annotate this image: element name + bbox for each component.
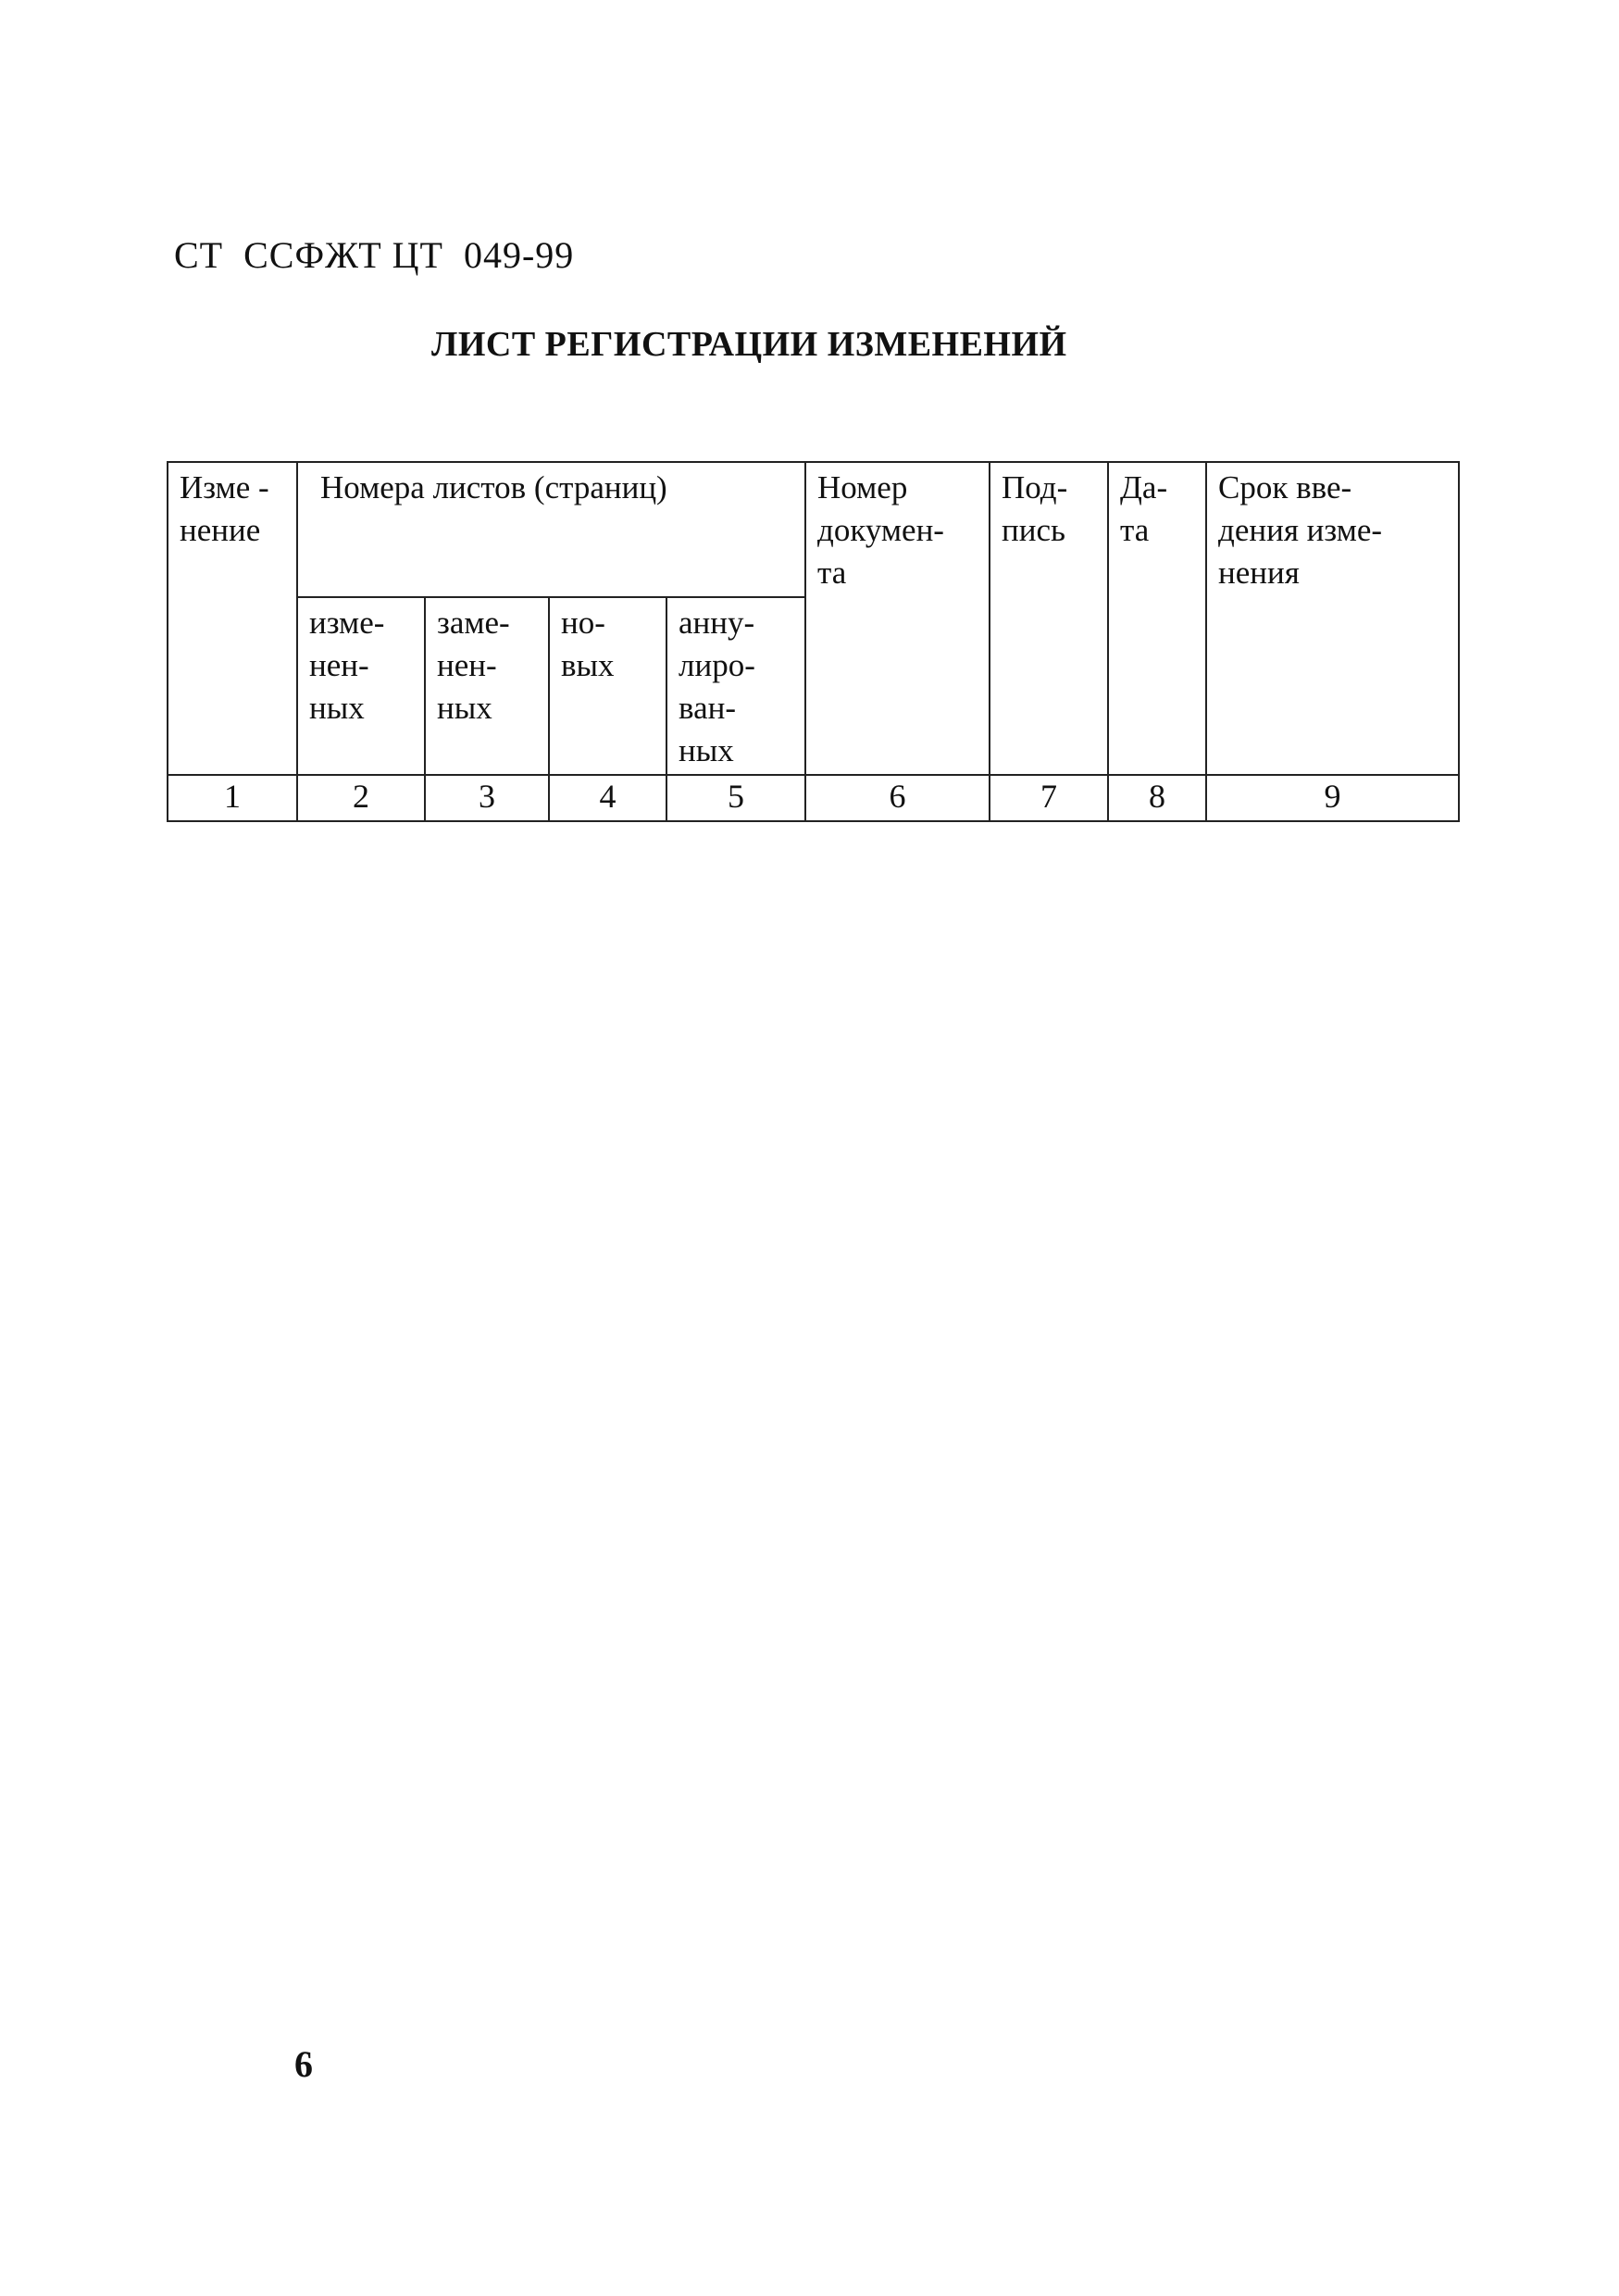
- column-number: 6: [805, 775, 990, 821]
- column-number: 3: [425, 775, 549, 821]
- header-replaced-sheets: заме- нен- ных: [425, 597, 549, 775]
- change-registration-table: [167, 461, 1460, 822]
- header-effective-date: Срок вве- дения изме- нения: [1206, 462, 1459, 775]
- column-number: 7: [990, 775, 1108, 821]
- page-title: ЛИСТ РЕГИСТРАЦИИ ИЗМЕНЕНИЙ: [431, 325, 1067, 364]
- document-code: СТ ССФЖТ ЦТ 049-99: [174, 234, 575, 276]
- table-header-row: [168, 462, 1459, 597]
- column-number: 1: [168, 775, 297, 821]
- column-number: 5: [666, 775, 805, 821]
- header-document-number: Номер докумен- та: [805, 462, 990, 775]
- column-number: 2: [297, 775, 425, 821]
- header-new-sheets: но- вых: [549, 597, 666, 775]
- header-sheet-numbers: Номера листов (страниц): [297, 462, 805, 597]
- header-signature: Под- пись: [990, 462, 1108, 775]
- header-change: Изме - нение: [168, 462, 297, 775]
- page-number: 6: [294, 2043, 313, 2085]
- column-number: 4: [549, 775, 666, 821]
- column-number: 8: [1108, 775, 1206, 821]
- column-number-row: [168, 775, 1459, 821]
- column-number: 9: [1206, 775, 1459, 821]
- header-annulled-sheets: анну- лиро- ван- ных: [666, 597, 805, 775]
- header-date: Да- та: [1108, 462, 1206, 775]
- header-changed-sheets: изме- нен- ных: [297, 597, 425, 775]
